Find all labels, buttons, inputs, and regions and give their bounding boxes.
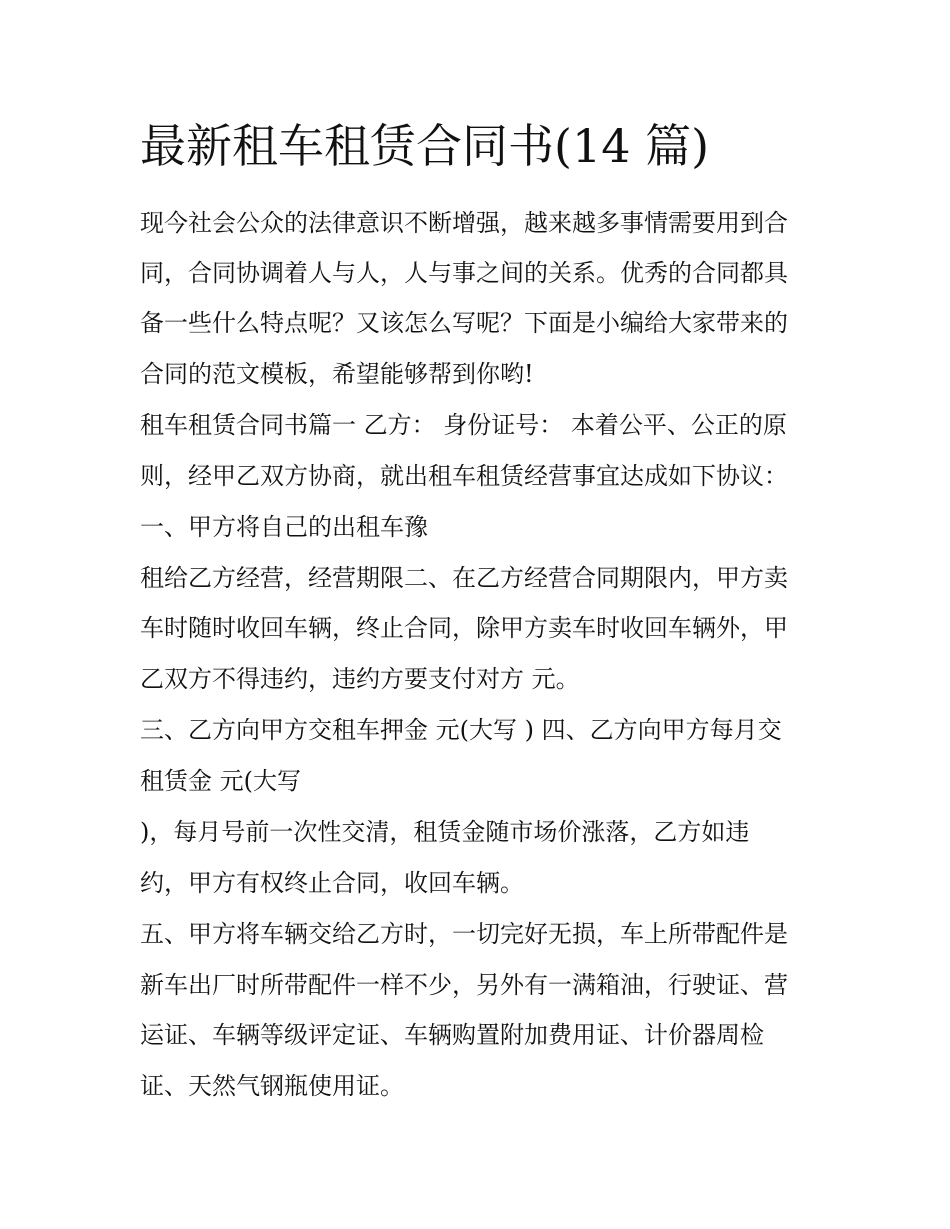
paragraph-line: 则，经甲乙双方协商，就出租车租赁经营事宜达成如下协议：: [140, 462, 788, 490]
paragraph-line: 租赁金 元(大写: [140, 767, 301, 795]
paragraph-line: 租车租赁合同书篇一 乙方： 身份证号： 本着公平、公正的原: [140, 411, 787, 439]
paragraph-line: 租给乙方经营，经营期限二、在乙方经营合同期限内，甲方卖: [140, 564, 788, 592]
paragraph-line: 新车出厂时所带配件一样不少，另外有一满箱油，行驶证、营: [140, 971, 788, 999]
paragraph-line: 约，甲方有权终止合同，收回车辆。: [140, 869, 524, 897]
paragraph-line: 五、甲方将车辆交给乙方时，一切完好无损，车上所带配件是: [140, 920, 788, 948]
paragraph-line: )，每月号前一次性交清，租赁金随市场价涨落，乙方如违: [140, 818, 750, 846]
paragraph-line: 现今社会公众的法律意识不断增强，越来越多事情需要用到合: [140, 209, 788, 237]
paragraph-line: 备一些什么特点呢？又该怎么写呢？下面是小编给大家带来的: [140, 309, 788, 337]
paragraph-line: 同，合同协调着人与人，人与事之间的关系。优秀的合同都具: [140, 259, 788, 287]
paragraph-line: 三、乙方向甲方交租车押金 元(大写 ) 四、乙方向甲方每月交: [140, 716, 782, 744]
paragraph-line: 车时随时收回车辆，终止合同，除甲方卖车时收回车辆外，甲: [140, 614, 788, 642]
paragraph-line: 乙双方不得违约，违约方要支付对方 元。: [140, 665, 580, 693]
paragraph-line: 合同的范文模板，希望能够帮到你哟!: [140, 360, 534, 388]
document-title: 最新租车租赁合同书(14 篇): [140, 119, 710, 173]
paragraph-line: 一、甲方将自己的出租车豫: [140, 513, 428, 541]
paragraph-line: 证、天然气钢瓶使用证。: [140, 1072, 404, 1100]
paragraph-line: 运证、车辆等级评定证、车辆购置附加费用证、计价器周检: [140, 1021, 764, 1049]
